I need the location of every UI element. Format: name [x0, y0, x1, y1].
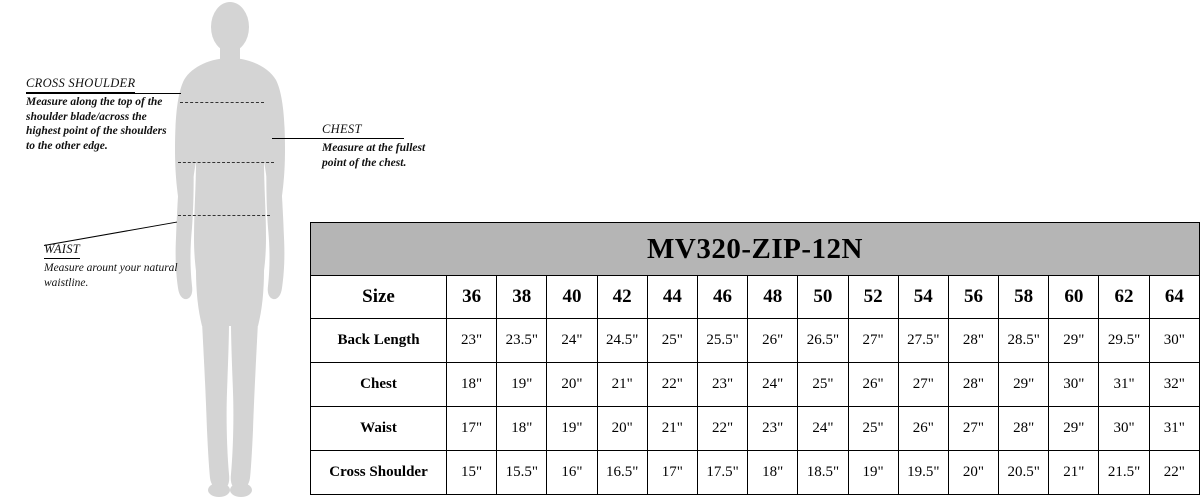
cell-cross-shoulder-50: 18.5"	[798, 451, 848, 495]
cell-cross-shoulder-54: 19.5"	[898, 451, 948, 495]
cell-chest-64: 32"	[1149, 363, 1199, 407]
header-size-44: 44	[647, 276, 697, 319]
cell-back-length-46: 25.5"	[697, 319, 747, 363]
header-size-64: 64	[1149, 276, 1199, 319]
cell-cross-shoulder-38: 15.5"	[497, 451, 547, 495]
cell-waist-48: 23"	[748, 407, 798, 451]
cell-back-length-48: 26"	[748, 319, 798, 363]
header-size-46: 46	[697, 276, 747, 319]
cell-back-length-38: 23.5"	[497, 319, 547, 363]
cell-back-length-44: 25"	[647, 319, 697, 363]
cell-waist-56: 27"	[948, 407, 998, 451]
cell-chest-54: 27"	[898, 363, 948, 407]
callout-cross-shoulder-title: CROSS SHOULDER	[26, 76, 135, 93]
cell-chest-60: 30"	[1049, 363, 1099, 407]
cell-cross-shoulder-36: 15"	[447, 451, 497, 495]
cell-cross-shoulder-60: 21"	[1049, 451, 1099, 495]
header-size-36: 36	[447, 276, 497, 319]
cell-back-length-52: 27"	[848, 319, 898, 363]
table-row-back-length	[311, 319, 1200, 363]
cell-waist-60: 29"	[1049, 407, 1099, 451]
cell-waist-44: 21"	[647, 407, 697, 451]
cell-chest-36: 18"	[447, 363, 497, 407]
chest-measure-line	[178, 162, 274, 163]
callout-cross-shoulder	[26, 74, 176, 154]
header-size-56: 56	[948, 276, 998, 319]
cell-chest-38: 19"	[497, 363, 547, 407]
header-size-58: 58	[999, 276, 1049, 319]
header-size-40: 40	[547, 276, 597, 319]
cell-back-length-50: 26.5"	[798, 319, 848, 363]
callout-cross-shoulder-body: Measure along the top of the shoulder blade/across the highest point of the shoulders to the other edge.	[26, 96, 167, 153]
cell-back-length-62: 29.5"	[1099, 319, 1149, 363]
table-row-chest	[311, 363, 1200, 407]
cell-chest-40: 20"	[547, 363, 597, 407]
cell-chest-56: 28"	[948, 363, 998, 407]
cell-cross-shoulder-48: 18"	[748, 451, 798, 495]
header-size-54: 54	[898, 276, 948, 319]
cell-chest-58: 29"	[999, 363, 1049, 407]
cell-chest-42: 21"	[597, 363, 647, 407]
cell-cross-shoulder-46: 17.5"	[697, 451, 747, 495]
header-size-60: 60	[1049, 276, 1099, 319]
cell-back-length-56: 28"	[948, 319, 998, 363]
cell-cross-shoulder-62: 21.5"	[1099, 451, 1149, 495]
cell-chest-46: 23"	[697, 363, 747, 407]
cell-waist-54: 26"	[898, 407, 948, 451]
cell-chest-52: 26"	[848, 363, 898, 407]
callout-chest	[322, 120, 452, 170]
table-title-row	[311, 223, 1200, 276]
cell-cross-shoulder-58: 20.5"	[999, 451, 1049, 495]
row-label-back-length: Back Length	[311, 319, 447, 363]
cell-cross-shoulder-52: 19"	[848, 451, 898, 495]
header-size-62: 62	[1099, 276, 1149, 319]
cell-waist-38: 18"	[497, 407, 547, 451]
cell-chest-48: 24"	[748, 363, 798, 407]
cell-back-length-60: 29"	[1049, 319, 1099, 363]
waist-measure-line	[178, 215, 270, 216]
cell-chest-62: 31"	[1099, 363, 1149, 407]
cell-back-length-36: 23"	[447, 319, 497, 363]
callout-waist	[44, 240, 184, 290]
cell-chest-50: 25"	[798, 363, 848, 407]
table-row-cross-shoulder	[311, 451, 1200, 495]
product-code-title: MV320-ZIP-12N	[311, 223, 1200, 276]
cell-cross-shoulder-44: 17"	[647, 451, 697, 495]
cell-back-length-40: 24"	[547, 319, 597, 363]
cell-waist-36: 17"	[447, 407, 497, 451]
cell-back-length-58: 28.5"	[999, 319, 1049, 363]
cell-waist-46: 22"	[697, 407, 747, 451]
table-row-waist	[311, 407, 1200, 451]
cell-back-length-42: 24.5"	[597, 319, 647, 363]
cell-waist-64: 31"	[1149, 407, 1199, 451]
callout-chest-body: Measure at the fullest point of the chest.	[322, 142, 426, 169]
header-size-50: 50	[798, 276, 848, 319]
header-size-label: Size	[311, 276, 447, 319]
cell-waist-50: 24"	[798, 407, 848, 451]
callout-chest-title: CHEST	[322, 122, 362, 139]
cell-cross-shoulder-56: 20"	[948, 451, 998, 495]
row-label-chest: Chest	[311, 363, 447, 407]
header-size-48: 48	[748, 276, 798, 319]
cell-back-length-54: 27.5"	[898, 319, 948, 363]
cross-shoulder-measure-line	[180, 102, 264, 103]
callout-waist-body: Measure arount your natural waistline.	[44, 262, 178, 289]
cell-waist-42: 20"	[597, 407, 647, 451]
cell-waist-58: 28"	[999, 407, 1049, 451]
table-header-row	[311, 276, 1200, 319]
cell-waist-52: 25"	[848, 407, 898, 451]
cell-waist-62: 30"	[1099, 407, 1149, 451]
cell-back-length-64: 30"	[1149, 319, 1199, 363]
cell-cross-shoulder-40: 16"	[547, 451, 597, 495]
header-size-52: 52	[848, 276, 898, 319]
row-label-cross-shoulder: Cross Shoulder	[311, 451, 447, 495]
cell-cross-shoulder-42: 16.5"	[597, 451, 647, 495]
size-chart-table	[310, 222, 1200, 495]
header-size-38: 38	[497, 276, 547, 319]
header-size-42: 42	[597, 276, 647, 319]
cell-waist-40: 19"	[547, 407, 597, 451]
callout-waist-title: WAIST	[44, 242, 80, 259]
cell-chest-44: 22"	[647, 363, 697, 407]
cell-cross-shoulder-64: 22"	[1149, 451, 1199, 495]
row-label-waist: Waist	[311, 407, 447, 451]
